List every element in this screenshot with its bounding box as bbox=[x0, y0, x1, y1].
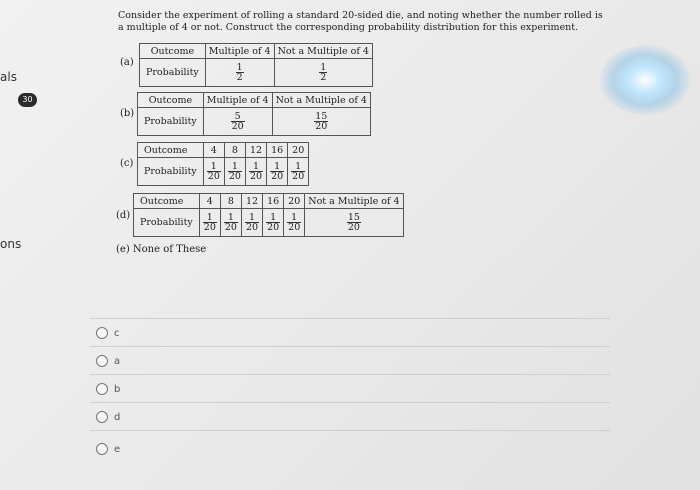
probability-cell bbox=[224, 158, 245, 186]
header-cell: Outcome bbox=[138, 93, 204, 108]
answer-choice-d[interactable] bbox=[96, 408, 120, 426]
option-a-label: (a) bbox=[120, 57, 134, 68]
radio-button[interactable] bbox=[96, 443, 108, 455]
divider bbox=[90, 374, 610, 375]
denominator: 20 bbox=[224, 222, 237, 233]
radio-button[interactable] bbox=[96, 355, 108, 367]
answer-label: a bbox=[114, 355, 121, 367]
answer-choice-c[interactable] bbox=[96, 324, 120, 342]
numerator: 15 bbox=[347, 212, 360, 223]
probability-cell bbox=[245, 158, 266, 186]
option-d-label: (d) bbox=[116, 210, 131, 221]
header-cell: 4 bbox=[203, 143, 224, 158]
question-text: Consider the experiment of rolling a standard 20-sided die, and noting whether the number rolled is a multiple of 4 or not. Construct the corresponding probability distribution for this experiment. bbox=[118, 10, 603, 33]
numerator: 1 bbox=[236, 62, 243, 73]
header-cell: Multiple of 4 bbox=[203, 93, 272, 108]
answer-label: c bbox=[114, 327, 120, 339]
row-label: Probability bbox=[138, 108, 204, 136]
probability-cell bbox=[272, 108, 370, 136]
numerator: 5 bbox=[231, 112, 245, 122]
header-cell: 12 bbox=[245, 143, 266, 158]
numerator: 1 bbox=[291, 162, 305, 172]
denominator: 20 bbox=[271, 171, 284, 182]
numerator: 1 bbox=[224, 213, 238, 223]
header-cell: 16 bbox=[267, 143, 288, 158]
denominator: 20 bbox=[228, 171, 241, 182]
probability-cell bbox=[267, 158, 288, 186]
radio-button[interactable] bbox=[96, 327, 108, 339]
header-cell: Outcome bbox=[138, 143, 204, 158]
row-label: Probability bbox=[140, 59, 206, 87]
option-d-table bbox=[133, 193, 404, 237]
divider bbox=[90, 402, 610, 403]
numerator: 1 bbox=[207, 162, 221, 172]
header-cell: Not a Multiple of 4 bbox=[272, 93, 370, 108]
row-label: Probability bbox=[138, 158, 204, 186]
header-cell: 16 bbox=[263, 194, 284, 209]
probability-cell bbox=[305, 209, 403, 237]
option-b-table bbox=[137, 92, 371, 136]
denominator: 20 bbox=[347, 222, 360, 233]
denominator: 2 bbox=[320, 72, 327, 83]
numerator: 1 bbox=[245, 213, 259, 223]
header-cell: Outcome bbox=[140, 44, 206, 59]
numerator: 1 bbox=[249, 162, 263, 172]
denominator: 20 bbox=[231, 121, 244, 132]
divider bbox=[90, 430, 610, 431]
denominator: 20 bbox=[249, 171, 263, 182]
probability-cell bbox=[284, 209, 305, 237]
answer-label: b bbox=[114, 383, 121, 395]
option-a-table bbox=[139, 43, 373, 87]
probability-cell bbox=[263, 209, 284, 237]
probability-cell bbox=[205, 59, 274, 87]
denominator: 20 bbox=[245, 222, 259, 233]
divider bbox=[90, 318, 610, 319]
numerator: 15 bbox=[315, 111, 328, 122]
header-cell: 8 bbox=[220, 194, 241, 209]
answer-label: e bbox=[114, 443, 121, 455]
answer-choice-b[interactable] bbox=[96, 380, 120, 398]
radio-button[interactable] bbox=[96, 411, 108, 423]
option-c-label: (c) bbox=[120, 158, 134, 169]
probability-cell bbox=[220, 209, 241, 237]
header-cell: Outcome bbox=[134, 194, 200, 209]
header-cell: 4 bbox=[199, 194, 220, 209]
denominator: 2 bbox=[236, 72, 243, 83]
header-cell: Not a Multiple of 4 bbox=[305, 194, 403, 209]
numerator: 1 bbox=[228, 162, 242, 172]
header-cell: 8 bbox=[224, 143, 245, 158]
radio-button[interactable] bbox=[96, 383, 108, 395]
question-number-badge[interactable]: 30 bbox=[18, 93, 37, 107]
sidebar-fragment-bottom[interactable]: ons bbox=[0, 237, 22, 251]
probability-cell bbox=[288, 158, 309, 186]
answer-choice-e[interactable] bbox=[96, 440, 120, 458]
option-b-label: (b) bbox=[120, 108, 135, 119]
denominator: 20 bbox=[267, 222, 280, 233]
denominator: 20 bbox=[288, 222, 301, 233]
header-cell: 20 bbox=[288, 143, 309, 158]
numerator: 1 bbox=[270, 162, 284, 172]
numerator: 1 bbox=[320, 62, 327, 73]
probability-cell bbox=[203, 158, 224, 186]
numerator: 1 bbox=[266, 213, 280, 223]
denominator: 20 bbox=[203, 222, 216, 233]
numerator: 1 bbox=[203, 213, 217, 223]
camera-glare bbox=[600, 45, 690, 115]
answer-choice-a[interactable] bbox=[96, 352, 120, 370]
denominator: 20 bbox=[207, 171, 220, 182]
row-label: Probability bbox=[134, 209, 200, 237]
divider bbox=[90, 346, 610, 347]
header-cell: 12 bbox=[241, 194, 262, 209]
denominator: 20 bbox=[315, 121, 328, 132]
header-cell: Not a Multiple of 4 bbox=[274, 44, 372, 59]
option-c-table bbox=[137, 142, 309, 186]
denominator: 20 bbox=[292, 171, 305, 182]
probability-cell bbox=[199, 209, 220, 237]
probability-cell bbox=[241, 209, 262, 237]
sidebar-fragment-top[interactable]: als bbox=[0, 70, 17, 84]
probability-cell bbox=[203, 108, 272, 136]
header-cell: 20 bbox=[284, 194, 305, 209]
numerator: 1 bbox=[287, 213, 301, 223]
answer-label: d bbox=[114, 411, 121, 423]
header-cell: Multiple of 4 bbox=[205, 44, 274, 59]
probability-cell bbox=[274, 59, 372, 87]
option-e-text: (e) None of These bbox=[116, 244, 207, 255]
